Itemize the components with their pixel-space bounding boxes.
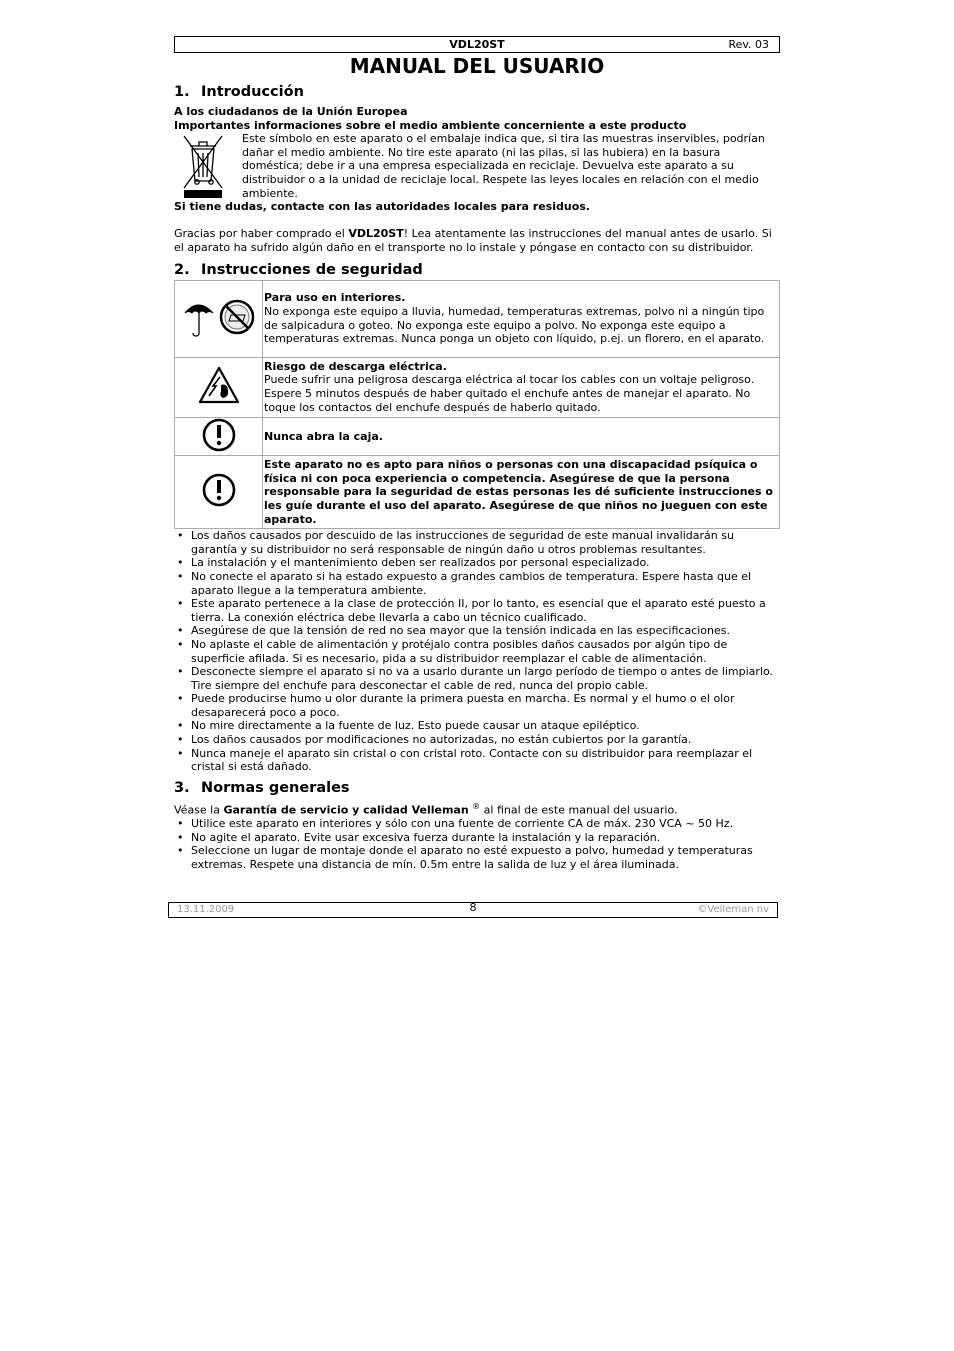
page-footer (168, 902, 778, 918)
thanks-pre: Gracias por haber comprado el (174, 227, 349, 241)
thanks-paragraph (174, 227, 780, 254)
safety-text: No exponga este equipo a lluvia, humedad, temperaturas extremas, polvo ni a ningún tipo de salpicadura o goteo. No exponga este equipo a polvo. No exponga este equipo a temperaturas extremas. Nunca ponga un objeto con líquido, p.ej. un florero, en el aparato. (264, 304, 765, 346)
section-number: 3. (174, 779, 190, 796)
umbrella-no-water-icon (181, 295, 257, 339)
section-general-heading (174, 779, 780, 797)
electric-shock-warning-icon (197, 365, 241, 405)
safety-text-cell (263, 280, 780, 357)
list-item: • Los daños causados por modificaciones no autorizadas, no están cubiertos por la garantía. (174, 733, 780, 747)
section-title: Normas generales (201, 779, 350, 796)
section-intro-heading (174, 83, 780, 101)
header-revision: Rev. 03 (728, 38, 769, 51)
safety-icon-cell (175, 280, 263, 357)
list-item: • Utilice este aparato en interiores y sólo con una fuente de corriente CA de máx. 230 VCA ~ 50 Hz. (174, 817, 780, 831)
weee-block (174, 132, 780, 200)
thanks-post: ! Lea atentamente las instrucciones del manual antes de usarlo. Si el aparato ha sufrido algún daño en el transporte no lo instale y póngase en contacto con su distribuidor. (174, 227, 772, 254)
section-safety-heading (174, 261, 780, 279)
see-bold: Garantía de servicio y calidad Velleman (223, 803, 469, 817)
manual-page (174, 36, 780, 871)
list-item: • No aplaste el cable de alimentación y protéjalo contra posibles daños causados por algún tipo de superficie afilada. Si es necesario, pida a su distribuidor reemplazar el cable de alimentación. (174, 638, 780, 665)
list-item: • Nunca maneje el aparato sin cristal o con cristal roto. Contacte con su distribuidor para reemplazar el cristal si está dañado. (174, 747, 780, 774)
safety-bullet-list (174, 529, 780, 774)
safety-text: Puede sufrir una peligrosa descarga eléctrica al tocar los cables con un voltaje peligroso. Espere 5 minutos después de haber quitado el enchufe antes de manejar el aparato. No toque los contactos del enchufe después de haberlo quitado. (264, 373, 755, 414)
page-header (174, 36, 780, 53)
section-title: Instrucciones de seguridad (201, 261, 423, 278)
section-number: 1. (174, 84, 190, 100)
list-item: • Seleccione un lugar de montaje donde el aparato no esté expuesto a polvo, humedad y temperaturas extremas. Respete una distancia de mín. 0.5m entre la salida de luz y el área iluminada. (174, 844, 780, 871)
header-model: VDL20ST (449, 38, 505, 51)
page-title: MANUAL DEL USUARIO (349, 54, 605, 78)
list-item: • No agite el aparato. Evite usar excesiva fuerza durante la instalación y la reparación. (174, 831, 780, 845)
exclamation-icon (202, 418, 236, 452)
list-item: • Este aparato pertenece a la clase de protección II, por lo tanto, es esencial que el aparato esté puesto a tierra. La conexión eléctrica debe llevarla a cabo un técnico cualificado. (174, 597, 780, 624)
safety-text-cell (263, 456, 780, 529)
warranty-reference (174, 800, 780, 817)
footer-copyright: ©Velleman nv (697, 904, 769, 915)
safety-heading: Para uso en interiores. (264, 291, 406, 305)
safety-icon-cell (175, 357, 263, 417)
registered-mark: ® (472, 801, 481, 811)
safety-heading: Nunca abra la caja. (264, 429, 383, 443)
safety-icon-cell (175, 456, 263, 529)
safety-text-cell (263, 357, 780, 417)
safety-text-cell (263, 417, 780, 456)
list-item: • Los daños causados por descuido de las instrucciones de seguridad de este manual invalidarán su garantía y su distribuidor no será responsable de ningún daño u otros problemas resultantes. (174, 529, 780, 556)
safety-icon-cell (175, 417, 263, 456)
page-number: 8 (469, 901, 477, 914)
see-post: al final de este manual del usuario. (480, 803, 678, 817)
crossed-bin-icon (178, 132, 228, 200)
list-item: • Asegúrese de que la tensión de red no sea mayor que la tensión indicada en las especificaciones. (174, 624, 780, 638)
eu-heading: A los ciudadanos de la Unión Europea (174, 105, 408, 118)
footer-date: 13.11.2009 (177, 904, 235, 915)
list-item: • Desconecte siempre el aparato si no va a usarlo durante un largo período de tiempo o antes de limpiarlo. Tire siempre del enchufe para desconectar el cable de red, nunca del propio cable. (174, 665, 780, 692)
safety-row (175, 280, 780, 357)
safety-heading: Este aparato no es apto para niños o personas con una discapacidad psíquica o física ni con poca experiencia o competencia. Asegúrese de que la persona responsable para la seguridad de estas personas les dé suficiente instrucciones o les guíe durante el uso del aparato. Asegúrese de que niños no jueguen con este aparato. (264, 458, 773, 526)
doubt-text: Si tiene dudas, contacte con las autoridades locales para residuos. (174, 200, 590, 214)
safety-row (175, 357, 780, 417)
env-heading: Importantes informaciones sobre el medio ambiente concerniente a este producto (174, 118, 687, 132)
safety-heading: Riesgo de descarga eléctrica. (264, 359, 447, 373)
thanks-model: VDL20ST (348, 227, 404, 241)
general-bullet-list (174, 817, 780, 871)
list-item: • No conecte el aparato si ha estado expuesto a grandes cambios de temperatura. Espere hasta que el aparato llegue a la temperatura ambiente. (174, 570, 780, 597)
safety-table (174, 280, 780, 530)
safety-row (175, 456, 780, 529)
section-title: Introducción (201, 84, 304, 100)
list-item: • No mire directamente a la fuente de luz. Esto puede causar un ataque epiléptico. (174, 719, 780, 733)
weee-text: Este símbolo en este aparato o el embalaje indica que, si tira las muestras inservibles, podrían dañar el medio ambiente. No tire este aparato (ni las pilas, si las hubiera) en la basura doméstica; debe ir a una empresa especializada en reciclaje. Devuelva este aparato a su distribuidor o a la unidad de reciclaje local. Respete las leyes locales en relación con el medio ambiente. (242, 132, 765, 200)
list-item: • La instalación y el mantenimiento deben ser realizados por personal especializado. (174, 556, 780, 570)
section-number: 2. (174, 261, 190, 278)
safety-row (175, 417, 780, 456)
see-pre: Véase la (174, 803, 224, 817)
exclamation-icon (202, 473, 236, 507)
list-item: • Puede producirse humo u olor durante la primera puesta en marcha. Es normal y el humo o el olor desaparecerá poco a poco. (174, 692, 780, 719)
